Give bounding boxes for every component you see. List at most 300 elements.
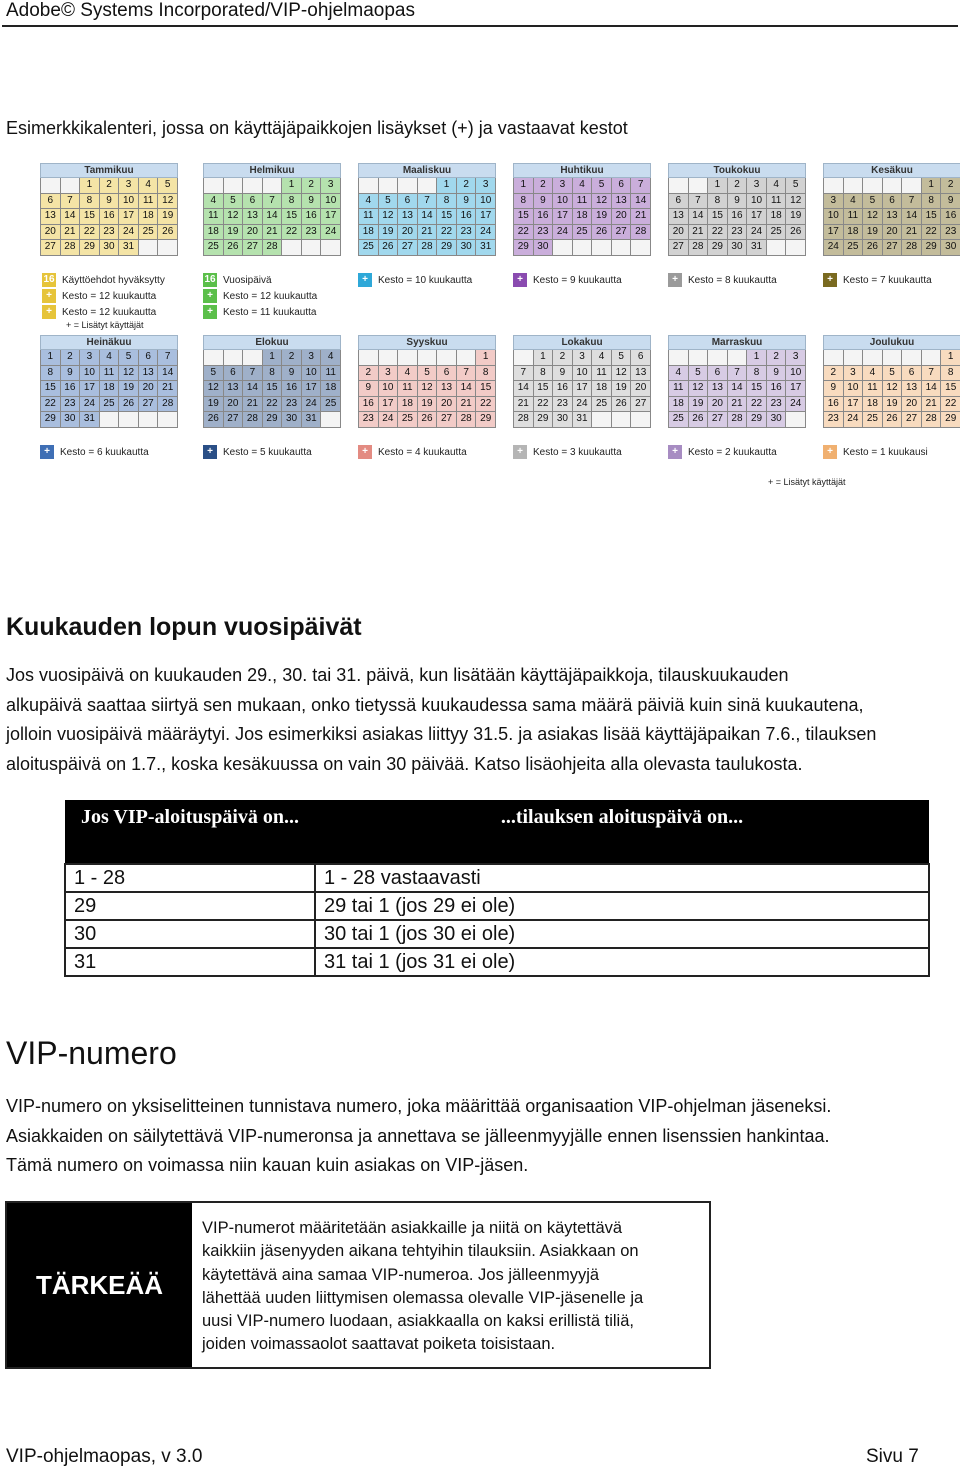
calendar-day	[863, 350, 883, 366]
calendar-day: 7	[728, 366, 748, 382]
calendar-day: 1	[747, 350, 767, 366]
calendar-month-name: Joulukuu	[823, 335, 960, 350]
calendar-day: 15	[80, 209, 100, 225]
calendar-day: 29	[534, 412, 554, 428]
calendar-day: 6	[708, 366, 728, 382]
calendar-day: 15	[476, 381, 496, 397]
calendar-day: 8	[80, 194, 100, 210]
calendar-day: 27	[41, 240, 61, 256]
calendar-day: 10	[119, 194, 139, 210]
calendar-month	[513, 163, 651, 256]
calendar-day: 31	[747, 240, 767, 256]
plus-icon: +	[668, 273, 682, 287]
calendar-day: 6	[243, 194, 263, 210]
calendar-day: 13	[41, 209, 61, 225]
table-row	[65, 920, 929, 948]
calendar-day: 4	[669, 366, 689, 382]
calendar-day: 4	[844, 194, 864, 210]
calendar-day: 13	[398, 209, 418, 225]
calendar-day: 4	[139, 178, 159, 194]
calendar-day: 23	[282, 397, 302, 413]
calendar-day: 21	[922, 397, 942, 413]
calendar-day-grid	[40, 178, 178, 256]
calendar-day: 29	[514, 240, 534, 256]
calendar-day: 17	[824, 225, 844, 241]
calendar-day: 7	[263, 194, 283, 210]
calendar-day: 8	[263, 366, 283, 382]
calendar-day: 24	[302, 397, 322, 413]
calendar-day: 4	[398, 366, 418, 382]
calendar-day: 26	[204, 412, 224, 428]
calendar-day: 15	[747, 381, 767, 397]
calendar-day: 22	[534, 397, 554, 413]
calendar-day-grid	[823, 350, 960, 428]
calendar-day	[669, 178, 689, 194]
calendar-legend-item	[42, 273, 165, 287]
calendar-day: 9	[359, 381, 379, 397]
calendar-day: 9	[457, 194, 477, 210]
calendar-day: 14	[418, 209, 438, 225]
calendar-month-name: Maaliskuu	[358, 163, 496, 178]
calendar-day: 9	[61, 366, 81, 382]
calendar-day: 17	[119, 209, 139, 225]
calendar-day: 23	[61, 397, 81, 413]
calendar-day: 1	[476, 350, 496, 366]
calendar-day: 14	[514, 381, 534, 397]
calendar-day: 1	[708, 178, 728, 194]
calendar-day: 20	[398, 225, 418, 241]
calendar-day-grid	[203, 178, 341, 256]
plus-icon: +	[668, 445, 682, 459]
footer-page-number: Sivu 7	[866, 1446, 919, 1467]
calendar-day: 29	[941, 412, 960, 428]
calendar-month-name: Marraskuu	[668, 335, 806, 350]
calendar-day: 26	[158, 225, 178, 241]
legend-label: Kesto = 4 kuukautta	[378, 446, 467, 458]
calendar-legend-item	[203, 273, 272, 287]
calendar-day: 25	[669, 412, 689, 428]
month-end-paragraph	[6, 661, 956, 779]
calendar-day: 19	[224, 225, 244, 241]
calendar-day: 12	[119, 366, 139, 382]
calendar-day	[359, 350, 379, 366]
calendar-legend-item	[203, 445, 312, 459]
calendar-day: 7	[631, 178, 651, 194]
calendar-day: 29	[41, 412, 61, 428]
calendar-day: 5	[379, 194, 399, 210]
calendar-day	[922, 350, 942, 366]
calendar-legend-item	[823, 273, 932, 287]
calendar-day: 2	[100, 178, 120, 194]
legend-note: + = Lisätyt käyttäjät	[768, 477, 846, 487]
calendar-legend-item	[358, 273, 472, 287]
calendar-day: 3	[119, 178, 139, 194]
calendar-day: 11	[100, 366, 120, 382]
calendar-day	[689, 350, 709, 366]
paragraph-line: Jos vuosipäivä on kuukauden 29., 30. tai 31. päivä, kun lisätään käyttäjäpaikkoja, tilauskuukauden	[6, 665, 789, 685]
legend-label: Kesto = 11 kuukautta	[223, 306, 317, 318]
calendar-day: 11	[592, 366, 612, 382]
calendar-day: 17	[476, 209, 496, 225]
paragraph-line: Asiakkaiden on säilytettävä VIP-numeronsa ja annettava se jälleenmyyjälle ennen lisenssien hankintaa.	[6, 1125, 830, 1146]
calendar-day: 24	[80, 397, 100, 413]
calendar-day: 2	[824, 366, 844, 382]
calendar-day: 21	[158, 381, 178, 397]
calendar-caption: Esimerkkikalenteri, jossa on käyttäjäpaikkojen lisäykset (+) ja vastaavat kestot	[6, 118, 628, 138]
calendar-day: 5	[883, 366, 903, 382]
calendar-day: 5	[786, 178, 806, 194]
calendar-day: 3	[786, 350, 806, 366]
calendar-day: 22	[941, 397, 960, 413]
calendar-day	[902, 178, 922, 194]
calendar-day: 1	[922, 178, 942, 194]
calendar-month	[823, 163, 960, 256]
calendar-day: 22	[747, 397, 767, 413]
calendar-day	[398, 350, 418, 366]
calendar-day: 28	[902, 240, 922, 256]
calendar-month-name: Elokuu	[203, 335, 341, 350]
calendar-month-name: Helmikuu	[203, 163, 341, 178]
calendar-day: 26	[689, 412, 709, 428]
calendar-day: 21	[728, 397, 748, 413]
calendar-day	[592, 412, 612, 428]
plus-icon: 16	[43, 274, 55, 285]
calendar-day: 12	[612, 366, 632, 382]
calendar-day: 1	[437, 178, 457, 194]
calendar-day: 9	[302, 194, 322, 210]
calendar-day: 22	[922, 225, 942, 241]
calendar-month	[203, 335, 341, 428]
calendar-day: 28	[61, 240, 81, 256]
calendar-day: 8	[941, 366, 960, 382]
footer-doc-title: VIP-ohjelmaopas, v 3.0	[6, 1446, 203, 1467]
calendar-day	[224, 350, 244, 366]
paragraph-line: VIP-numero on yksiselitteinen tunnistava numero, joka määrittää organisaation VIP-ohjelman jäseneksi.	[6, 1096, 832, 1116]
calendar-day: 14	[158, 366, 178, 382]
calendar-day: 3	[379, 366, 399, 382]
calendar-day: 8	[922, 194, 942, 210]
calendar-day: 5	[224, 194, 244, 210]
calendar-day: 19	[592, 209, 612, 225]
calendar-day: 14	[922, 381, 942, 397]
calendar-day: 7	[689, 194, 709, 210]
calendar-day: 29	[263, 412, 283, 428]
calendar-day: 2	[767, 350, 787, 366]
calendar-day: 19	[612, 381, 632, 397]
calendar-day	[204, 178, 224, 194]
notice-line: uusi VIP-numero luodaan, asiakkaalla on kaksi erillistä tiliä,	[202, 1312, 634, 1331]
calendar-day: 24	[476, 225, 496, 241]
calendar-day	[883, 350, 903, 366]
calendar-day	[119, 412, 139, 428]
calendar-day-grid	[513, 350, 651, 428]
calendar-day: 14	[457, 381, 477, 397]
calendar-day: 13	[437, 381, 457, 397]
calendar-day: 28	[263, 240, 283, 256]
calendar-day: 2	[728, 178, 748, 194]
calendar-day: 12	[204, 381, 224, 397]
calendar-day: 9	[728, 194, 748, 210]
legend-label: Kesto = 8 kuukautta	[688, 274, 777, 286]
calendar-day	[883, 178, 903, 194]
section-heading-month-end: Kuukauden lopun vuosipäivät	[6, 613, 362, 641]
calendar-day-grid	[823, 178, 960, 256]
calendar-day: 27	[437, 412, 457, 428]
calendar-day: 15	[282, 209, 302, 225]
calendar-day: 17	[786, 381, 806, 397]
calendar-day: 30	[767, 412, 787, 428]
calendar-day: 10	[747, 194, 767, 210]
calendar-day: 25	[321, 397, 341, 413]
calendar-day: 16	[61, 381, 81, 397]
calendar-day: 21	[689, 225, 709, 241]
calendar-day: 15	[41, 381, 61, 397]
calendar-day: 11	[669, 381, 689, 397]
legend-label: Kesto = 3 kuukautta	[533, 446, 622, 458]
calendar-day: 18	[863, 397, 883, 413]
calendar-day: 11	[359, 209, 379, 225]
calendar-day: 10	[321, 194, 341, 210]
calendar-day: 21	[631, 209, 651, 225]
anniversary-table	[64, 800, 930, 977]
calendar-day: 3	[573, 350, 593, 366]
calendar-day: 25	[359, 240, 379, 256]
calendar-day: 25	[204, 240, 224, 256]
calendar-day: 2	[61, 350, 81, 366]
calendar-day: 20	[437, 397, 457, 413]
calendar-day: 1	[514, 178, 534, 194]
legend-label: Vuosipäivä	[223, 274, 272, 286]
notice-line: käytettävä aina samaa VIP-numeroa. Jos jälleenmyyjä	[202, 1265, 600, 1284]
calendar-day: 6	[437, 366, 457, 382]
calendar-day: 18	[398, 397, 418, 413]
calendar-day: 18	[767, 209, 787, 225]
calendar-day: 14	[902, 209, 922, 225]
calendar-day	[514, 350, 534, 366]
calendar-day	[41, 178, 61, 194]
calendar-day: 16	[941, 209, 960, 225]
calendar-day: 3	[80, 350, 100, 366]
table-cell: 1 - 28 vastaavasti	[315, 864, 929, 892]
calendar-day: 25	[863, 412, 883, 428]
calendar-legend-item	[203, 289, 317, 303]
calendar-day: 11	[204, 209, 224, 225]
calendar-day	[302, 240, 322, 256]
calendar-day: 25	[100, 397, 120, 413]
calendar-legend-item	[203, 305, 317, 319]
paragraph-line: jolloin vuosipäivä määräytyi. Jos esimerkiksi asiakas liittyy 31.5. ja asiakas lisää käyttäjäpaikan 7.6., tilauksen	[6, 724, 877, 744]
calendar-day: 27	[243, 240, 263, 256]
calendar-day: 29	[708, 240, 728, 256]
calendar-day: 30	[457, 240, 477, 256]
calendar-day	[359, 178, 379, 194]
calendar-day: 22	[514, 225, 534, 241]
calendar-day: 10	[476, 194, 496, 210]
plus-icon: +	[358, 445, 372, 459]
paragraph-line: alkupäivä saattaa siirtyä sen mukaan, onko tietyssä kuukaudessa sama määrä päiviä kuin sinä kuukautena,	[6, 694, 864, 715]
calendar-day: 18	[844, 225, 864, 241]
calendar-day: 8	[282, 194, 302, 210]
calendar-day: 22	[263, 397, 283, 413]
calendar-day: 24	[844, 412, 864, 428]
calendar-day: 27	[902, 412, 922, 428]
calendar-day: 26	[592, 225, 612, 241]
calendar-legend-item	[668, 445, 777, 459]
calendar-day: 24	[553, 225, 573, 241]
calendar-day: 23	[824, 412, 844, 428]
calendar-day	[631, 240, 651, 256]
calendar-day: 8	[41, 366, 61, 382]
calendar-month	[823, 335, 960, 428]
table-cell: 30 tai 1 (jos 30 ei ole)	[315, 920, 929, 948]
calendar-day-grid	[513, 178, 651, 256]
calendar-day: 18	[573, 209, 593, 225]
calendar-day: 8	[476, 366, 496, 382]
calendar-legend-item	[513, 445, 622, 459]
calendar-day	[158, 240, 178, 256]
calendar-day: 8	[534, 366, 554, 382]
calendar-day-grid	[668, 178, 806, 256]
calendar-day: 13	[631, 366, 651, 382]
calendar-month-name: Toukokuu	[668, 163, 806, 178]
calendar-day: 26	[119, 397, 139, 413]
calendar-day: 24	[379, 412, 399, 428]
calendar-month-name: Heinäkuu	[40, 335, 178, 350]
calendar-day: 6	[669, 194, 689, 210]
calendar-day: 25	[592, 397, 612, 413]
calendar-day: 24	[573, 397, 593, 413]
calendar-day-grid	[358, 178, 496, 256]
calendar-day: 16	[553, 381, 573, 397]
calendar-day: 20	[708, 397, 728, 413]
calendar-day: 2	[941, 178, 960, 194]
calendar-day: 11	[844, 209, 864, 225]
calendar-day: 19	[786, 209, 806, 225]
plus-icon: +	[203, 289, 217, 303]
calendar-day: 21	[457, 397, 477, 413]
calendar-day: 20	[902, 397, 922, 413]
calendar-day: 12	[786, 194, 806, 210]
table-cell: 30	[65, 920, 315, 948]
calendar-day	[224, 178, 244, 194]
calendar-day: 12	[379, 209, 399, 225]
plus-icon: +	[513, 273, 527, 287]
calendar-day: 2	[534, 178, 554, 194]
calendar-day: 23	[457, 225, 477, 241]
calendar-day: 9	[824, 381, 844, 397]
calendar-day: 1	[41, 350, 61, 366]
plus-icon: +	[42, 289, 56, 303]
legend-label: Kesto = 10 kuukautta	[378, 274, 473, 286]
table-cell: 1 - 28	[65, 864, 315, 892]
calendar-month	[40, 163, 178, 256]
calendar-day: 16	[302, 209, 322, 225]
calendar-month-name: Syyskuu	[358, 335, 496, 350]
calendar-day: 1	[534, 350, 554, 366]
legend-note: + = Lisätyt käyttäjät	[66, 320, 144, 330]
calendar-legend-item	[823, 445, 928, 459]
calendar-day: 16	[100, 209, 120, 225]
legend-label: Kesto = 12 kuukautta	[223, 290, 318, 302]
calendar-month	[358, 335, 496, 428]
calendar-day: 19	[158, 209, 178, 225]
calendar-day	[573, 240, 593, 256]
calendar-day: 12	[418, 381, 438, 397]
plus-icon: +	[42, 305, 56, 319]
calendar-day	[263, 178, 283, 194]
calendar-day: 31	[573, 412, 593, 428]
calendar-day: 31	[476, 240, 496, 256]
calendar-day	[669, 350, 689, 366]
calendar-day: 11	[139, 194, 159, 210]
calendar-day: 8	[514, 194, 534, 210]
calendar-day	[437, 350, 457, 366]
calendar-day: 6	[41, 194, 61, 210]
calendar-day	[708, 350, 728, 366]
calendar-day: 28	[158, 397, 178, 413]
table-row	[65, 892, 929, 920]
plus-icon: +	[203, 305, 217, 319]
calendar-day: 2	[457, 178, 477, 194]
calendar-day: 29	[747, 412, 767, 428]
calendar-day: 13	[902, 381, 922, 397]
calendar-day: 16	[534, 209, 554, 225]
table-cell: 31 tai 1 (jos 31 ei ole)	[315, 948, 929, 976]
calendar-day: 26	[786, 225, 806, 241]
calendar-day: 15	[534, 381, 554, 397]
calendar-legend-item	[358, 445, 467, 459]
calendar-day: 10	[844, 381, 864, 397]
calendar-day-grid	[40, 350, 178, 428]
calendar-day	[631, 412, 651, 428]
calendar-day: 23	[553, 397, 573, 413]
calendar-day: 18	[592, 381, 612, 397]
calendar-day: 16	[728, 209, 748, 225]
calendar-legend-item	[668, 273, 777, 287]
calendar-day: 21	[243, 397, 263, 413]
calendar-day: 21	[61, 225, 81, 241]
calendar-day: 10	[786, 366, 806, 382]
calendar-day: 18	[359, 225, 379, 241]
notice-line: joiden voimassaolot saattavat poiketa toisistaan.	[202, 1335, 556, 1354]
calendar-day	[282, 240, 302, 256]
calendar-day: 23	[302, 225, 322, 241]
calendar-month	[513, 335, 651, 428]
calendar-day: 10	[553, 194, 573, 210]
calendar-day	[824, 350, 844, 366]
paragraph-line: Tämä numero on voimassa niin kauan kuin asiakas on VIP-jäsen.	[6, 1155, 529, 1175]
calendar-day: 4	[321, 350, 341, 366]
calendar-day	[689, 178, 709, 194]
calendar-day: 14	[728, 381, 748, 397]
calendar-day: 26	[612, 397, 632, 413]
calendar-day: 23	[728, 225, 748, 241]
calendar-day: 25	[844, 240, 864, 256]
calendar-day	[844, 178, 864, 194]
plus-icon: 16	[204, 274, 216, 285]
calendar-day: 20	[41, 225, 61, 241]
calendar-day-grid	[203, 350, 341, 428]
calendar-day: 19	[379, 225, 399, 241]
calendar-day: 4	[359, 194, 379, 210]
calendar-day: 5	[204, 366, 224, 382]
calendar-day: 7	[922, 366, 942, 382]
calendar-day: 13	[243, 209, 263, 225]
legend-label: Kesto = 9 kuukautta	[533, 274, 622, 286]
calendar-day: 12	[689, 381, 709, 397]
calendar-day: 2	[282, 350, 302, 366]
calendar-legend-item	[40, 445, 149, 459]
